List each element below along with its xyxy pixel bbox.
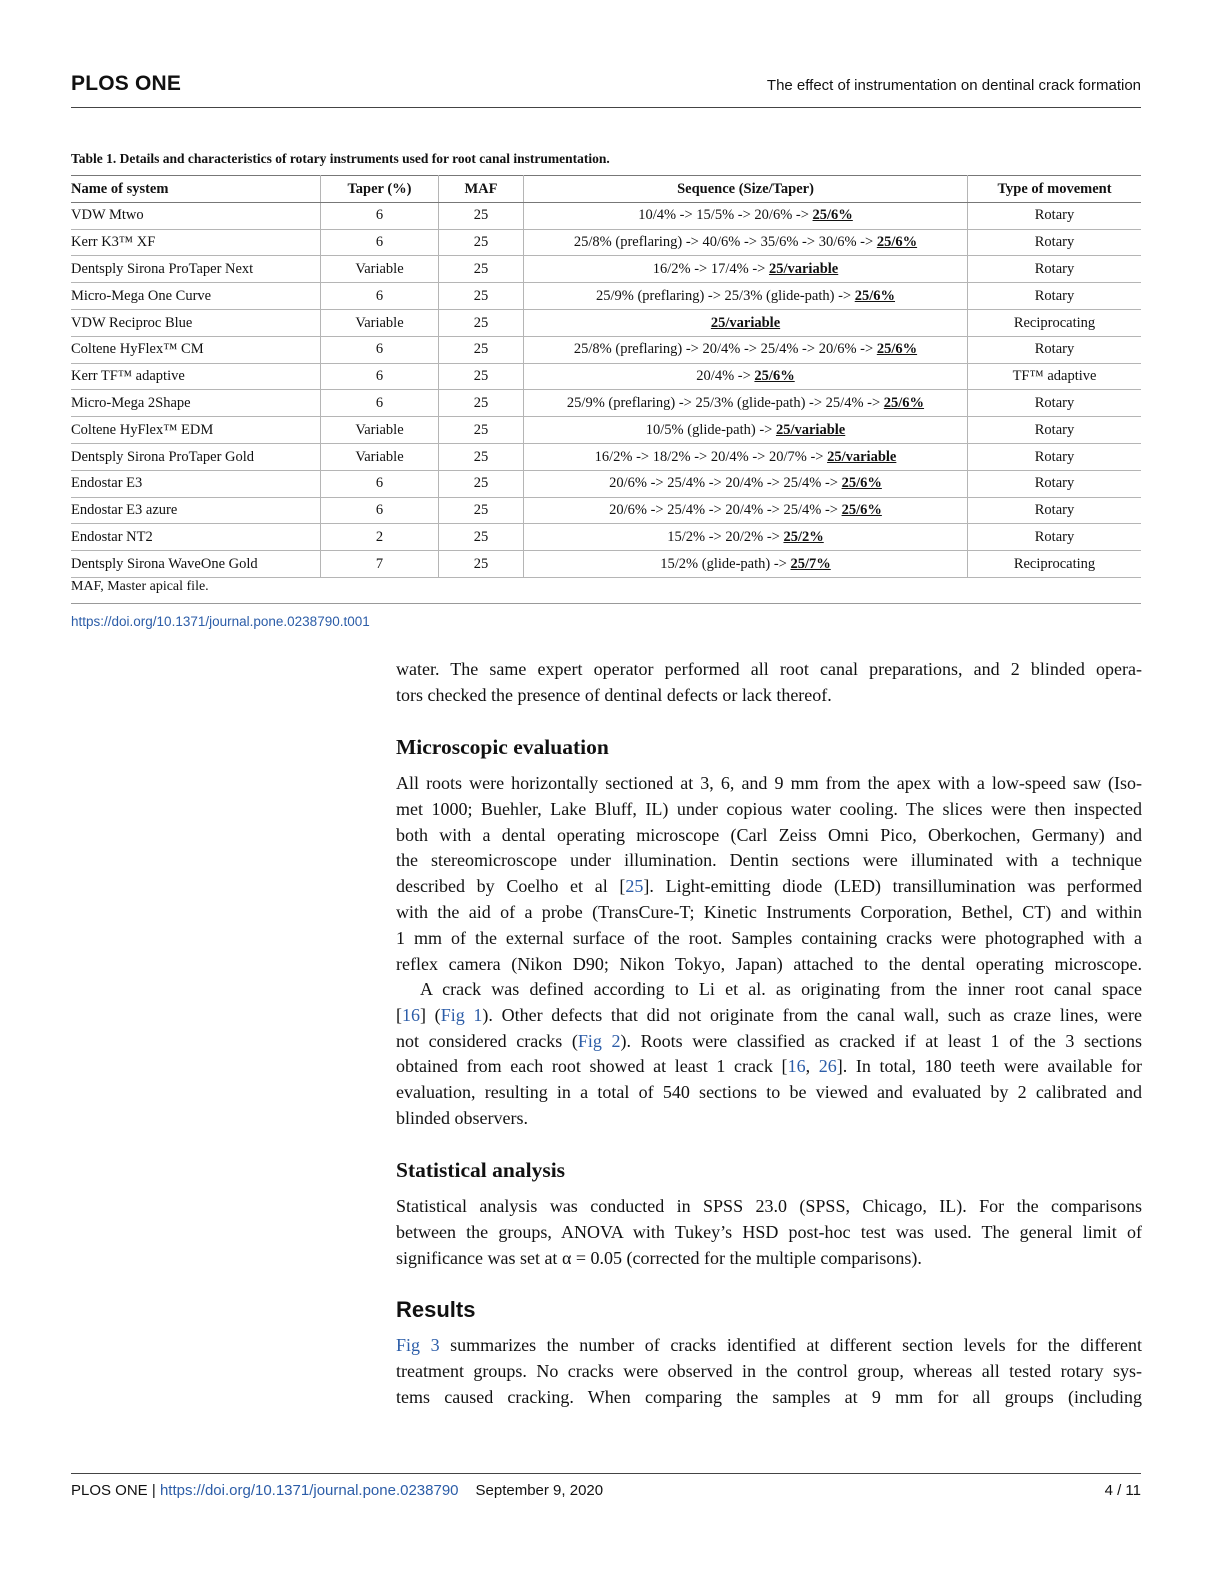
text-line xyxy=(396,1333,1142,1359)
ref-link-26[interactable]: 26 xyxy=(818,1056,837,1077)
text-line: reflex camera (Nikon D90; Nikon Tokyo, Japan) attached to the dental operating microscope. xyxy=(396,953,1142,974)
sequence-steps: 16/2% -> 18/2% -> 20/4% -> 20/7% -> xyxy=(594,448,828,465)
text-span: summarizes the number of cracks identified at different section levels for the different xyxy=(439,1335,1142,1355)
intro-line-2: tors checked the presence of dentinal defects or lack thereof. xyxy=(396,684,832,705)
table-row xyxy=(71,309,1141,336)
page-footer xyxy=(71,1482,603,1499)
sequence-final-file: 25/variable xyxy=(768,261,839,278)
cell-sequence xyxy=(524,256,968,283)
text-line: between the groups, ANOVA with Tukey’s HSD post-hoc test was used. The general limit of xyxy=(396,1221,1142,1242)
sequence-steps: 25/9% (preflaring) -> 25/3% (glide-path) -> xyxy=(595,287,855,304)
microscopic-paragraph-1 xyxy=(396,771,1142,977)
text-line: tems caused cracking. When comparing the samples at 9 mm for all groups (including xyxy=(396,1386,1142,1407)
table-row xyxy=(71,283,1141,310)
header-divider xyxy=(71,107,1141,108)
intro-paragraph xyxy=(396,657,1142,709)
text-span: , xyxy=(805,1056,819,1077)
cell-system-name: Micro-Mega 2Shape xyxy=(71,390,321,417)
sequence-final-file: 25/6% xyxy=(876,341,918,358)
text-line: evaluation, resulting in a total of 540 sections to be viewed and evaluated by 2 calibrated and xyxy=(396,1082,1142,1103)
sequence-steps: 20/6% -> 25/4% -> 20/4% -> 25/4% -> xyxy=(609,475,842,492)
cell-sequence xyxy=(524,443,968,470)
cell-maf: 25 xyxy=(439,202,524,229)
text-span: ). Roots were classified as cracked if at least 1 of the 3 sections xyxy=(620,1030,1143,1051)
cell-movement: Rotary xyxy=(968,256,1142,283)
sequence-final-file: 25/6% xyxy=(883,395,925,412)
cell-maf: 25 xyxy=(439,336,524,363)
footer-journal: PLOS ONE | xyxy=(71,1482,160,1499)
section-heading-results: Results xyxy=(396,1297,476,1322)
cell-movement: Rotary xyxy=(968,202,1142,229)
column-header-taper: Taper (%) xyxy=(321,176,439,203)
column-header-name: Name of system xyxy=(71,176,321,203)
cell-taper: Variable xyxy=(321,443,439,470)
text-line xyxy=(396,1054,1142,1080)
cell-taper: 6 xyxy=(321,283,439,310)
text-line: Statistical analysis was conducted in SPSS 23.0 (SPSS, Chicago, IL). For the comparisons xyxy=(396,1196,1142,1216)
ref-link-16[interactable]: 16 xyxy=(787,1056,806,1077)
table-caption: Table 1. Details and characteristics of rotary instruments used for root canal instrumentation. xyxy=(71,151,610,166)
cell-system-name: Kerr K3™ XF xyxy=(71,229,321,256)
cell-system-name: Dentsply Sirona ProTaper Next xyxy=(71,256,321,283)
cell-maf: 25 xyxy=(439,417,524,444)
fig-1-link[interactable]: Fig 1 xyxy=(440,1004,483,1025)
text-span: obtained from each root showed at least 1 crack [ xyxy=(396,1056,788,1077)
column-header-sequence: Sequence (Size/Taper) xyxy=(524,176,968,203)
cell-sequence xyxy=(524,417,968,444)
statistical-paragraph xyxy=(396,1194,1142,1271)
table-row xyxy=(71,256,1141,283)
cell-sequence xyxy=(524,390,968,417)
text-line: 1 mm of the external surface of the root. Samples containing cracks were photographed with a xyxy=(396,927,1142,948)
cell-movement: Reciprocating xyxy=(968,309,1142,336)
table-footnote: MAF, Master apical file. xyxy=(71,579,209,594)
cell-sequence xyxy=(524,470,968,497)
cell-movement: Rotary xyxy=(968,497,1142,524)
cell-sequence xyxy=(524,336,968,363)
sequence-steps: 15/2% (glide-path) -> xyxy=(660,555,791,572)
section-heading-statistical: Statistical analysis xyxy=(396,1158,566,1182)
sequence-steps: 16/2% -> 17/4% -> xyxy=(652,261,769,278)
text-line xyxy=(396,1029,1142,1055)
cell-sequence xyxy=(524,363,968,390)
cell-taper: 6 xyxy=(321,497,439,524)
sequence-steps: 25/9% (preflaring) -> 25/3% (glide-path) -> 25/4% -> xyxy=(566,395,884,412)
text-line: A crack was defined according to Li et al. as originating from the inner root canal space xyxy=(420,979,1142,999)
sequence-final-file: 25/7% xyxy=(790,555,831,572)
cell-movement: Rotary xyxy=(968,229,1142,256)
cell-system-name: Endostar NT2 xyxy=(71,524,321,551)
cell-movement: Rotary xyxy=(968,443,1142,470)
text-line: met 1000; Buehler, Lake Bluff, IL) under copious water cooling. The slices were then inspected xyxy=(396,798,1142,819)
cell-maf: 25 xyxy=(439,443,524,470)
results-paragraph xyxy=(396,1333,1142,1410)
text-line: the stereomicroscope under illumination. Dentin sections were illuminated with a technique xyxy=(396,850,1142,871)
cell-taper: 7 xyxy=(321,551,439,578)
cell-taper: Variable xyxy=(321,309,439,336)
cell-movement: Rotary xyxy=(968,470,1142,497)
cell-movement: Rotary xyxy=(968,390,1142,417)
cell-taper: Variable xyxy=(321,417,439,444)
cell-system-name: VDW Mtwo xyxy=(71,202,321,229)
microscopic-paragraph-2 xyxy=(396,977,1142,1132)
sequence-final-file: 25/6% xyxy=(841,475,882,492)
table-row xyxy=(71,443,1141,470)
cell-system-name: Dentsply Sirona WaveOne Gold xyxy=(71,551,321,578)
cell-taper: 6 xyxy=(321,390,439,417)
instrument-table xyxy=(71,175,1141,578)
text-line: blinded observers. xyxy=(396,1107,528,1128)
cell-taper: 6 xyxy=(321,336,439,363)
table-row xyxy=(71,524,1141,551)
sequence-steps: 20/6% -> 25/4% -> 20/4% -> 25/4% -> xyxy=(609,502,842,519)
cell-sequence xyxy=(524,524,968,551)
cell-sequence xyxy=(524,309,968,336)
section-heading-microscopic: Microscopic evaluation xyxy=(396,735,609,759)
text-span: ] ( xyxy=(420,1004,441,1025)
cell-maf: 25 xyxy=(439,524,524,551)
text-span: ]. Light-emitting diode (LED) transillumination was performed xyxy=(643,876,1142,897)
cell-taper: 6 xyxy=(321,470,439,497)
cell-taper: 6 xyxy=(321,202,439,229)
cell-system-name: Kerr TF™ adaptive xyxy=(71,363,321,390)
sequence-steps: 15/2% -> 20/2% -> xyxy=(667,529,784,545)
table-row xyxy=(71,229,1141,256)
cell-system-name: Coltene HyFlex™ EDM xyxy=(71,417,321,444)
table-row xyxy=(71,363,1141,390)
cell-sequence xyxy=(524,202,968,229)
sequence-final-file: 25/variable xyxy=(827,448,897,465)
cell-system-name: Micro-Mega One Curve xyxy=(71,283,321,310)
cell-sequence xyxy=(524,229,968,256)
cell-maf: 25 xyxy=(439,256,524,283)
sequence-final-file: 25/6% xyxy=(812,207,853,224)
text-span: not considered cracks ( xyxy=(396,1030,578,1051)
cell-movement: Rotary xyxy=(968,524,1142,551)
fig-2-link[interactable]: Fig 2 xyxy=(577,1030,621,1051)
sequence-steps: 10/5% (glide-path) -> xyxy=(645,421,776,438)
cell-maf: 25 xyxy=(439,229,524,256)
cell-system-name: Dentsply Sirona ProTaper Gold xyxy=(71,443,321,470)
running-title: The effect of instrumentation on dentinal crack formation xyxy=(766,77,1141,94)
column-header-movement: Type of movement xyxy=(968,176,1142,203)
cell-taper: 6 xyxy=(321,363,439,390)
cell-taper: 2 xyxy=(321,524,439,551)
ref-link-25[interactable]: 25 xyxy=(625,876,644,897)
text-line: treatment groups. No cracks were observed in the control group, whereas all tested rotary sys- xyxy=(396,1360,1142,1381)
text-line: significance was set at α = 0.05 (corrected for the multiple comparisons). xyxy=(396,1247,922,1268)
cell-maf: 25 xyxy=(439,497,524,524)
sequence-final-file: 25/6% xyxy=(854,287,896,304)
cell-sequence xyxy=(524,497,968,524)
text-span: [ xyxy=(396,1004,402,1025)
cell-maf: 25 xyxy=(439,283,524,310)
sequence-steps: 10/4% -> 15/5% -> 20/6% -> xyxy=(638,207,813,224)
cell-movement: Rotary xyxy=(968,283,1142,310)
cell-movement: Rotary xyxy=(968,417,1142,444)
sequence-final-file: 25/2% xyxy=(783,529,824,545)
intro-line-1: water. The same expert operator performed all root canal preparations, and 2 blinded opera- xyxy=(396,659,1142,679)
cell-system-name: Endostar E3 xyxy=(71,470,321,497)
cell-system-name: VDW Reciproc Blue xyxy=(71,309,321,336)
cell-movement: Rotary xyxy=(968,336,1142,363)
column-header-maf: MAF xyxy=(439,176,524,203)
table-row xyxy=(71,336,1141,363)
text-line xyxy=(396,874,1142,900)
sequence-final-file: 25/variable xyxy=(710,314,781,331)
cell-movement: TF™ adaptive xyxy=(968,363,1142,390)
text-span: ). Other defects that did not originate from the canal wall, such as craze lines, were xyxy=(482,1004,1142,1025)
cell-maf: 25 xyxy=(439,309,524,336)
table-doi-link[interactable]: https://doi.org/10.1371/journal.pone.0238790.t001 xyxy=(71,614,370,629)
cell-maf: 25 xyxy=(439,390,524,417)
cell-taper: 6 xyxy=(321,229,439,256)
cell-taper: Variable xyxy=(321,256,439,283)
cell-maf: 25 xyxy=(439,363,524,390)
sequence-steps: 20/4% -> xyxy=(696,368,755,385)
cell-sequence xyxy=(524,551,968,578)
cell-system-name: Endostar E3 azure xyxy=(71,497,321,524)
text-span: described by Coelho et al [ xyxy=(396,876,626,897)
sequence-final-file: 25/variable xyxy=(775,421,846,438)
journal-name: PLOS ONE xyxy=(71,72,182,95)
cell-movement: Reciprocating xyxy=(968,551,1142,578)
table-row xyxy=(71,470,1141,497)
text-line: with the aid of a probe (TransCure-T; Kinetic Instruments Corporation, Bethel, CT) and within xyxy=(396,901,1142,922)
sequence-steps: 25/8% (preflaring) -> 40/6% -> 35/6% -> 30/6% -> xyxy=(573,234,877,251)
footer-divider xyxy=(71,1473,1141,1474)
ref-link-16[interactable]: 16 xyxy=(402,1004,420,1025)
table-row xyxy=(71,551,1141,578)
text-line xyxy=(396,1003,1142,1029)
table-header-row xyxy=(71,176,1141,203)
sequence-final-file: 25/6% xyxy=(876,234,918,251)
table-row xyxy=(71,417,1141,444)
text-line: both with a dental operating microscope (Carl Zeiss Omni Pico, Oberkochen, Germany) and xyxy=(396,824,1142,845)
fig-3-link[interactable]: Fig 3 xyxy=(396,1335,440,1355)
cell-maf: 25 xyxy=(439,470,524,497)
cell-system-name: Coltene HyFlex™ CM xyxy=(71,336,321,363)
cell-sequence xyxy=(524,283,968,310)
sequence-final-file: 25/6% xyxy=(754,368,795,385)
sequence-steps: 25/8% (preflaring) -> 20/4% -> 25/4% -> 20/6% -> xyxy=(573,341,877,358)
footer-date: September 9, 2020 xyxy=(475,1482,604,1499)
sequence-final-file: 25/6% xyxy=(841,502,882,519)
text-span: ]. In total, 180 teeth were available for xyxy=(836,1056,1143,1077)
table-footnote-divider xyxy=(71,603,1141,604)
cell-maf: 25 xyxy=(439,551,524,578)
table-row xyxy=(71,497,1141,524)
text-line: All roots were horizontally sectioned at 3, 6, and 9 mm from the apex with a low-speed saw (Iso- xyxy=(396,773,1142,793)
table-row xyxy=(71,202,1141,229)
table-row xyxy=(71,390,1141,417)
footer-doi-link[interactable]: https://doi.org/10.1371/journal.pone.0238790 xyxy=(159,1482,459,1499)
page-number: 4 / 11 xyxy=(1104,1482,1141,1499)
